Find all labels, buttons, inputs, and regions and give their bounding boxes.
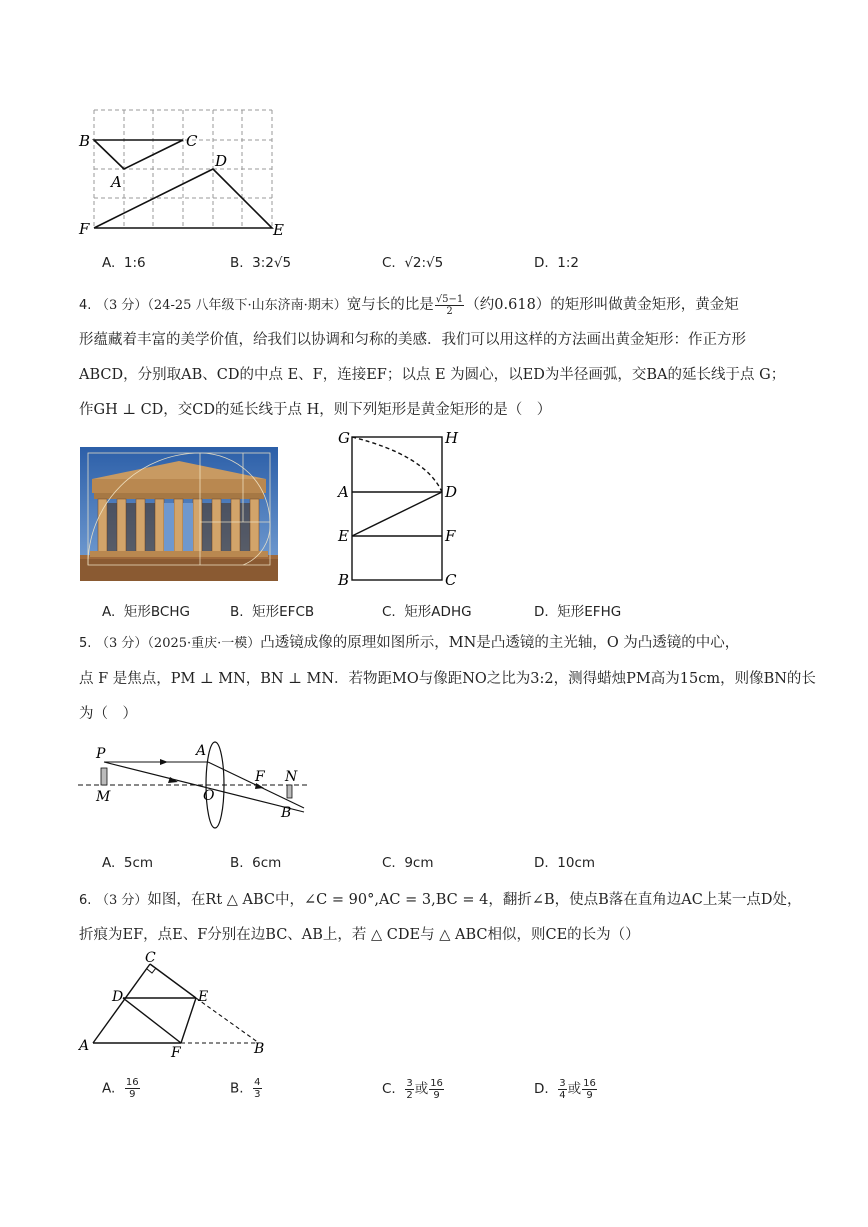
q3-label-f: F	[79, 220, 90, 238]
q4-option-b-letter: B.	[230, 604, 244, 620]
q3-option-a[interactable]	[102, 255, 146, 271]
q6-number: 6.	[79, 893, 92, 908]
q4-label-g: G	[338, 429, 350, 447]
q3-option-d[interactable]	[534, 255, 579, 271]
q3-option-c-text: √2:√5	[404, 255, 444, 271]
q6-label-e: E	[198, 989, 209, 1005]
q6-label-c: C	[145, 950, 156, 966]
q6-score: （3 分）	[96, 893, 148, 908]
q5-option-d-text: 10cm	[557, 855, 596, 871]
q3-option-b-text: 3:2√5	[252, 255, 292, 271]
q3-option-b-letter: B.	[230, 255, 244, 271]
q6-option-c-letter: C.	[382, 1081, 396, 1097]
q6-option-c-fraction-1	[405, 1078, 413, 1101]
q4-label-d: D	[445, 483, 458, 501]
q6-option-b-num: 4	[254, 1077, 261, 1088]
q6-line-2: 折痕为EF，点E、F分别在边BC、AB上，若 △ CDE与 △ ABC相似，则CE的长为（）	[79, 927, 640, 943]
q5-option-d-letter: D.	[534, 855, 549, 871]
q5-source: （2025·重庆·一模）	[147, 636, 261, 651]
q4-option-b[interactable]	[230, 600, 314, 620]
q6-option-c[interactable]	[382, 1077, 445, 1101]
q3-option-a-letter: A.	[102, 255, 116, 271]
q6-label-d: D	[112, 989, 124, 1005]
q6-option-d-num2: 16	[583, 1077, 596, 1089]
q4-line-3: ABCD，分别取AB、CD的中点 E、F，连接EF；以点 E 为圆心，以ED为半径画弧，交BA的延长线于点 G；	[79, 367, 786, 383]
q4-option-b-text: 矩形EFCB	[252, 604, 315, 620]
q3-option-c-letter: C.	[382, 255, 396, 271]
q6-option-a-num: 16	[125, 1077, 139, 1088]
q6-option-c-num1: 3	[406, 1077, 413, 1089]
q4-line-1	[79, 288, 799, 323]
q5-label-m: M	[96, 789, 111, 805]
q6-option-c-num2: 16	[430, 1077, 443, 1089]
q5-number: 5.	[79, 636, 92, 651]
q3-label-e: E	[273, 221, 284, 239]
q5-label-f: F	[255, 769, 265, 785]
q5-score: （3 分）	[96, 636, 148, 651]
q6-option-c-den1: 2	[406, 1089, 413, 1101]
parthenon-photo	[80, 447, 278, 581]
q6-option-d-fraction-1	[558, 1078, 566, 1101]
q4-fraction-num: √5−1	[435, 293, 464, 305]
q4-option-d-text: 矩形EFHG	[557, 604, 622, 620]
q5-label-o: O	[203, 788, 215, 804]
q3-label-c: C	[186, 132, 198, 150]
q5-option-a-text: 5cm	[123, 855, 154, 871]
q6-option-b-letter: B.	[230, 1080, 244, 1097]
q5-option-a[interactable]	[102, 855, 153, 871]
q4-number: 4.	[79, 298, 92, 313]
q4-line-2: 形蕴藏着丰富的美学价值，给我们以协调和匀称的美感．我们可以用这样的方法画出黄金矩形：作正方形	[79, 332, 746, 348]
q5-line-1	[79, 626, 799, 661]
q6-option-d-fraction-2	[582, 1078, 597, 1101]
q6-option-c-den2: 9	[433, 1089, 440, 1101]
q5-option-d[interactable]	[534, 855, 595, 871]
q5-lens-figure	[78, 738, 318, 830]
q5-option-b-letter: B.	[230, 855, 244, 871]
q6-triangle-figure	[76, 950, 276, 1065]
q6-line1-text: 如图，在Rt △ ABC中，∠C = 90°,AC = 3,BC = 4，翻折∠B，使点B落在直角边AC上某一点D处，	[147, 892, 802, 908]
q4-score: （3 分）	[96, 298, 148, 313]
q5-option-c[interactable]	[382, 855, 433, 871]
q5-line-2: 点 F 是焦点，PM ⊥ MN，BN ⊥ MN．若物距MO与像距NO之比为3:2，测得蜡烛PM高为15cm，则像BN的长	[79, 671, 816, 687]
q4-label-b: B	[338, 571, 350, 589]
q6-line-1	[79, 883, 802, 918]
q4-option-c-text: 矩形ADHG	[404, 604, 472, 620]
q4-fraction-den: 2	[446, 305, 453, 317]
q6-option-a-fraction	[125, 1077, 140, 1100]
q6-option-a-letter: A.	[102, 1080, 116, 1097]
q5-label-n: N	[285, 769, 298, 785]
q3-label-b: B	[79, 132, 91, 150]
q4-source: （24-25 八年级下·山东济南·期末）	[147, 298, 347, 313]
q4-label-e: E	[338, 527, 349, 545]
q5-option-a-letter: A.	[102, 855, 116, 871]
q6-option-c-or: 或	[414, 1081, 429, 1097]
q4-rect-figure	[330, 425, 470, 590]
q6-label-a: A	[79, 1038, 90, 1054]
q6-option-a[interactable]	[102, 1077, 141, 1100]
q4-fraction	[435, 294, 464, 317]
q6-option-b-den: 3	[254, 1089, 261, 1100]
q4-option-a-letter: A.	[102, 604, 116, 620]
q4-label-h: H	[445, 429, 459, 447]
q5-label-a: A	[196, 743, 207, 759]
q3-grid-figure	[75, 100, 285, 245]
q3-label-d: D	[215, 152, 228, 170]
q4-option-d-letter: D.	[534, 604, 549, 620]
q5-label-b: B	[281, 805, 292, 821]
q6-option-d-letter: D.	[534, 1081, 549, 1097]
q3-option-d-text: 1:2	[557, 255, 580, 271]
q6-option-c-fraction-2	[429, 1078, 444, 1101]
q5-line1-text: 凸透镜成像的原理如图所示，MN是凸透镜的主光轴，O 为凸透镜的中心，	[260, 635, 740, 651]
q3-option-a-text: 1:6	[123, 255, 146, 271]
q5-option-b-text: 6cm	[252, 855, 282, 871]
q4-label-a: A	[338, 483, 349, 501]
q3-option-c[interactable]	[382, 255, 443, 271]
q3-option-d-letter: D.	[534, 255, 549, 271]
q4-option-c[interactable]	[382, 600, 472, 620]
q4-label-f: F	[445, 527, 456, 545]
q4-line-4: 作GH ⊥ CD，交CD的延长线于点 H，则下列矩形是黄金矩形的是（ ）	[79, 402, 552, 418]
q5-line-3: 为（ ）	[79, 706, 137, 722]
q6-option-d-den2: 9	[586, 1089, 593, 1101]
q6-label-b: B	[254, 1041, 265, 1057]
q6-label-f: F	[171, 1045, 181, 1061]
q6-option-d-den1: 4	[559, 1089, 566, 1101]
q5-option-b[interactable]	[230, 855, 281, 871]
q4-option-d[interactable]	[534, 600, 621, 620]
q6-option-b[interactable]	[230, 1077, 263, 1100]
q4-option-c-letter: C.	[382, 604, 396, 620]
q5-option-c-letter: C.	[382, 855, 396, 871]
q3-label-a: A	[111, 173, 122, 191]
q5-label-p: P	[96, 746, 106, 762]
q4-option-a[interactable]	[102, 600, 190, 620]
q4-line1-a: 宽与长的比是	[346, 297, 434, 313]
q3-option-b[interactable]	[230, 255, 291, 271]
q6-option-d-or: 或	[567, 1081, 582, 1097]
q6-option-d[interactable]	[534, 1077, 598, 1101]
q6-option-a-den: 9	[129, 1089, 136, 1100]
q4-line1-b: （约0.618）的矩形叫做黄金矩形，黄金矩	[465, 297, 739, 313]
q4-label-c: C	[445, 571, 457, 589]
q6-option-b-fraction	[253, 1077, 261, 1100]
q6-option-d-num1: 3	[559, 1077, 566, 1089]
q4-option-a-text: 矩形BCHG	[123, 604, 190, 620]
q5-option-c-text: 9cm	[404, 855, 434, 871]
